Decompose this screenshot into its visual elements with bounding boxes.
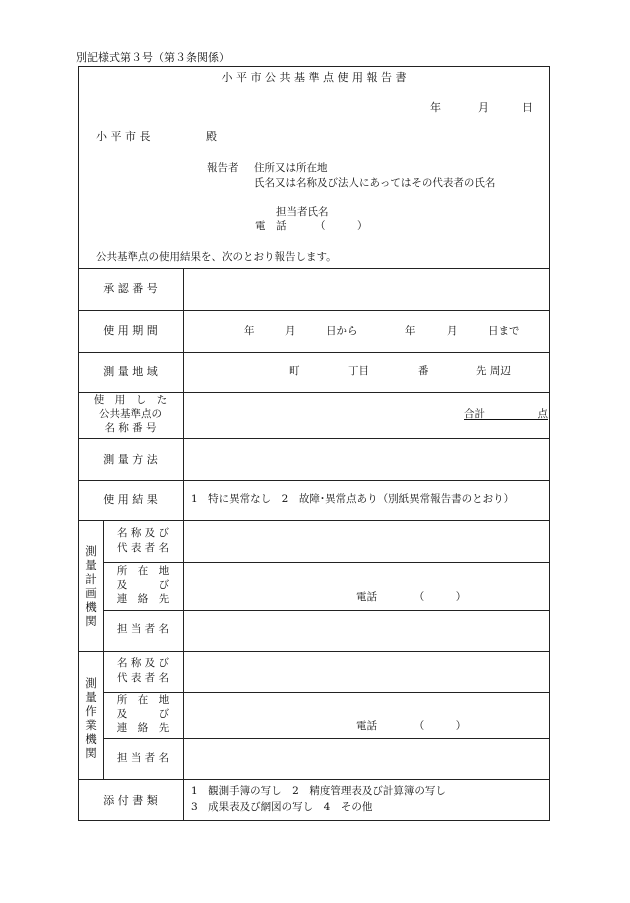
row-divider xyxy=(78,779,550,780)
work-org-title-char: 業 xyxy=(85,718,97,732)
work-name-label-line1: 名 称 及 び xyxy=(116,657,169,669)
usage-result-label: 使 用 結 果 xyxy=(103,493,158,506)
phone-label: 電 話 xyxy=(255,220,287,232)
planning-name-label-line1: 名 称 及 び xyxy=(116,527,169,539)
work-person-label: 担 当 者 名 xyxy=(116,752,169,764)
work-org-title-char: 量 xyxy=(85,690,97,704)
document-title: 小 平 市 公 共 基 準 点 使 用 報 告 書 xyxy=(221,71,407,84)
points-total: 合計 点 xyxy=(464,408,548,420)
work-phone: 電話 （ ） xyxy=(356,720,467,732)
row-divider xyxy=(78,480,550,481)
planning-org-title-char: 計 xyxy=(85,572,97,586)
reporter-name: 氏名又は名称及び法人にあってはその代表者の氏名 xyxy=(254,177,496,189)
approval-number-label: 承 認 番 号 xyxy=(103,282,158,295)
approval-number-field[interactable] xyxy=(184,269,549,310)
planning-org-title-char: 画 xyxy=(85,586,97,600)
survey-method-label: 測 量 方 法 xyxy=(103,453,158,466)
area-saki: 先 周辺 xyxy=(476,365,511,377)
work-name-label-line2: 代 表 者 名 xyxy=(116,672,169,684)
planning-person-field[interactable] xyxy=(184,611,549,651)
work-address-label-line2: 及 び xyxy=(116,708,170,720)
work-org-title-char: 測 xyxy=(85,676,97,690)
survey-area-label: 測 量 地 域 xyxy=(103,365,158,378)
planning-org-title-char: 量 xyxy=(85,558,97,572)
period-month-to: 月 xyxy=(447,325,458,337)
period-day-to: 日まで xyxy=(488,325,520,337)
planning-address-label-line3: 連 絡 先 xyxy=(116,593,170,605)
statement: 公共基準点の使用結果を、次のとおり報告します。 xyxy=(96,251,337,263)
work-org-title-char: 作 xyxy=(85,704,97,718)
survey-method-field[interactable] xyxy=(184,439,549,480)
phone-parens: （ ） xyxy=(315,220,368,232)
date-day: 日 xyxy=(522,101,533,114)
points-label-line3: 名 称 番 号 xyxy=(104,422,157,434)
period-day-from: 日から xyxy=(326,325,358,337)
work-address-label-line3: 連 絡 先 xyxy=(116,722,170,734)
planning-phone: 電話 （ ） xyxy=(356,591,467,603)
work-person-field[interactable] xyxy=(184,739,549,779)
reporter-label: 報告者 xyxy=(207,162,239,174)
period-year-to: 年 xyxy=(405,325,416,337)
planning-org-title-char: 機 xyxy=(85,600,97,614)
planning-person-label: 担 当 者 名 xyxy=(116,623,169,635)
attachments-label: 添 付 書 類 xyxy=(103,794,158,807)
attachments-line2[interactable]: 3 成果表及び網図の写し 4 その他 xyxy=(191,801,373,813)
honorific: 殿 xyxy=(206,130,217,143)
work-address-label-line1: 所 在 地 xyxy=(116,694,170,706)
planning-address-label-line1: 所 在 地 xyxy=(116,565,170,577)
date-year: 年 xyxy=(430,101,441,114)
planning-address-label-line2: 及 び xyxy=(116,579,170,591)
planning-name-field[interactable] xyxy=(184,521,549,562)
period-month-from: 月 xyxy=(285,325,296,337)
area-cho: 町 xyxy=(289,365,300,377)
date-month: 月 xyxy=(478,101,489,114)
contact-person-label: 担当者氏名 xyxy=(276,206,329,218)
planning-org-title-char: 関 xyxy=(85,614,97,628)
usage-result-options[interactable]: 1 特に異常なし 2 故障･異常点あり（別紙異常報告書のとおり） xyxy=(191,493,515,505)
attachments-line1[interactable]: 1 観測手簿の写し 2 精度管理表及び計算簿の写し xyxy=(191,785,446,797)
reporter-address: 住所又は所在地 xyxy=(254,162,328,174)
work-org-title-char: 機 xyxy=(85,732,97,746)
planning-org-title-char: 測 xyxy=(85,544,97,558)
area-ban: 番 xyxy=(418,365,429,377)
form-label: 別記様式第３号（第３条関係） xyxy=(76,51,230,64)
area-chome: 丁目 xyxy=(348,365,369,377)
work-name-field[interactable] xyxy=(184,652,549,692)
period-year-from: 年 xyxy=(244,325,255,337)
points-label-line1: 使 用 し た xyxy=(93,394,168,406)
addressee: 小 平 市 長 xyxy=(96,130,151,143)
column-divider xyxy=(103,520,104,779)
planning-name-label-line2: 代 表 者 名 xyxy=(116,542,169,554)
work-org-title-char: 関 xyxy=(85,746,97,760)
usage-period-label: 使 用 期 間 xyxy=(103,324,158,337)
points-label-line2: 公共基準点の xyxy=(99,408,162,420)
